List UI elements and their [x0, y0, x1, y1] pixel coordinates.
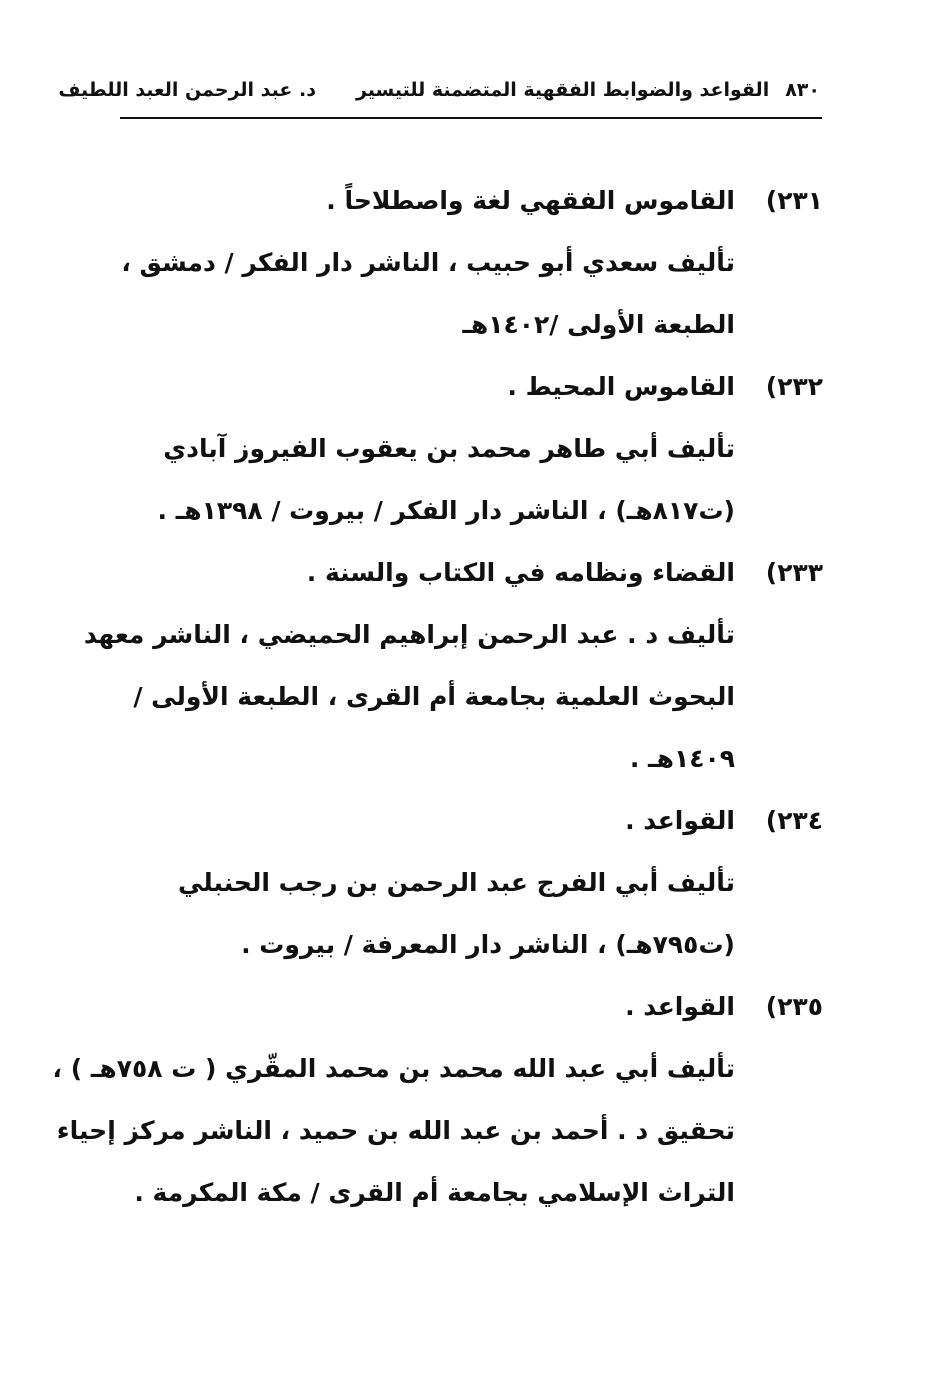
entry-title: القاموس المحيط .: [507, 372, 735, 401]
entry-number: ٢٣٥): [765, 992, 823, 1021]
entry-number: ٢٣٢): [765, 372, 823, 401]
entry-line: التراث الإسلامي بجامعة أم القرى / مكة المكرمة .: [134, 1178, 735, 1207]
entry-line: تحقيق د . أحمد بن عبد الله بن حميد ، الناشر مركز إحياء: [56, 1116, 735, 1145]
entry-line: تأليف سعدي أبو حبيب ، الناشر دار الفكر / دمشق ،: [121, 248, 735, 277]
author-name: د. عبد الرحمن العبد اللطيف: [58, 79, 316, 101]
entry-number: ٢٣٣): [765, 558, 823, 587]
entry-details: [118, 232, 823, 356]
entry-line: البحوث العلمية بجامعة أم القرى ، الطبعة الأولى /: [133, 682, 735, 711]
entry-number: ٢٣٤): [765, 806, 823, 835]
entry-title: القضاء ونظامه في الكتاب والسنة .: [306, 558, 735, 587]
entry-heading: [118, 170, 823, 232]
entry-line: (ت٧٩٥هـ) ، الناشر دار المعرفة / بيروت .: [241, 930, 735, 959]
entry-line: تأليف أبي عبد الله محمد بن محمد المقّري ( ت ٧٥٨هـ ) ،: [52, 1054, 735, 1083]
entry-number: ٢٣١): [765, 186, 823, 215]
entry-line: (ت٨١٧هـ) ، الناشر دار الفكر / بيروت / ١٣٩٨هـ .: [157, 496, 735, 525]
bibliography-list: [52, 170, 823, 1224]
bibliography-entry: [52, 976, 823, 1224]
page-number: ٨٣٠: [785, 79, 820, 101]
entry-line: الطبعة الأولى /١٤٠٢هـ: [462, 310, 735, 339]
entry-title: القواعد .: [625, 806, 735, 835]
entry-line: ١٤٠٩هـ .: [629, 744, 735, 773]
entry-details: [118, 418, 823, 542]
entry-title: القواعد .: [625, 992, 735, 1021]
entry-title: القاموس الفقهي لغة واصطلاحاً .: [326, 186, 735, 215]
entry-line: تأليف أبي طاهر محمد بن يعقوب الفيروز آبادي: [163, 434, 735, 463]
entry-heading: [118, 542, 823, 604]
entry-details: [52, 1038, 823, 1224]
bibliography-entry: [118, 170, 823, 356]
entry-line: تأليف أبي الفرج عبد الرحمن بن رجب الحنبلي: [178, 868, 735, 897]
entry-heading: [118, 976, 823, 1038]
bibliography-entry: [118, 356, 823, 542]
entry-details: [83, 604, 823, 790]
entry-details: [118, 852, 823, 976]
entry-heading: [118, 790, 823, 852]
bibliography-entry: [83, 542, 823, 790]
entry-line: تأليف د . عبد الرحمن إبراهيم الحميضي ، الناشر معهد: [83, 620, 735, 649]
bibliography-entry: [118, 790, 823, 976]
book-title: القواعد والضوابط الفقهية المتضمنة للتيسير: [355, 79, 770, 101]
running-header: [58, 72, 820, 108]
header-rule: [120, 117, 822, 119]
entry-heading: [118, 356, 823, 418]
